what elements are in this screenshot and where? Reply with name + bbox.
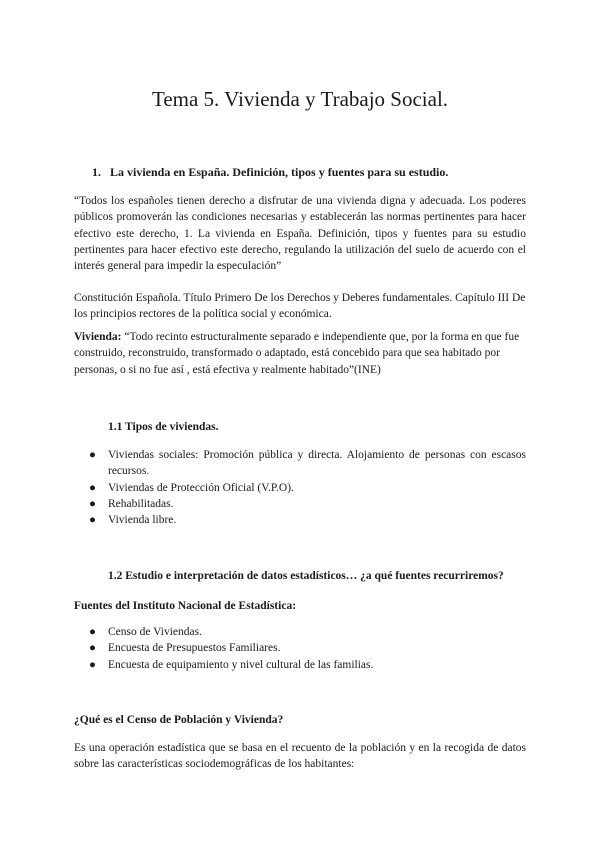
ine-sources-heading: Fuentes del Instituto Nacional de Estadística: xyxy=(74,600,297,612)
definition-text: “Todo recinto estructuralmente separado e independiente que, por la forma en que fue construido, reconstruido, transformado o adaptado, está concebido para que sea habitado por personas, o si no fue así , está efectiva y realmente habitado”(INE) xyxy=(74,331,520,376)
list-item: ● Viviendas sociales: Promoción pública y directa. Alojamiento de personas con escasos recursos. xyxy=(89,449,526,478)
vivienda-definition xyxy=(74,329,526,378)
bullet-icon: ● xyxy=(89,481,96,494)
subsection-heading-1-2: 1.2 Estudio e interpretación de datos estadísticos… ¿a qué fuentes recurriremos? xyxy=(108,570,504,582)
section-number: 1. xyxy=(92,165,101,179)
list-item: ● Rehabilitadas. xyxy=(74,496,526,512)
list-item: ● Encuesta de equipamiento y nivel cultural de las familias. xyxy=(74,657,526,673)
ine-sources-list xyxy=(74,624,526,673)
bullet-icon: ● xyxy=(89,626,96,638)
quote-paragraph: “Todos los españoles tienen derecho a disfrutar de una vivienda digna y adecuada. Los poderes públicos promoverán las condiciones necesarias y establecerán las normas pertinentes para hacer efectivo este derecho, 1. La vivienda en España. Definición, tipos y fuentes para su estudio pertinentes para hacer efectivo este derecho, regulando la utilización del suelo de acuerdo con el interés general para impedir la especulación” xyxy=(74,195,526,273)
definition-term: Vivienda: xyxy=(74,331,122,343)
bullet-icon: ● xyxy=(89,514,96,527)
section-heading-1 xyxy=(92,164,448,180)
housing-types-list xyxy=(74,447,526,528)
section-heading-text: La vivienda en España. Definición, tipos y fuentes para su estudio. xyxy=(110,165,449,179)
subsection-heading-1-1: 1.1 Tipos de viviendas. xyxy=(108,421,219,433)
bullet-icon: ● xyxy=(89,658,96,671)
page-title: Tema 5. Vivienda y Trabajo Social. xyxy=(151,87,449,111)
bullet-icon: ● xyxy=(89,497,96,510)
censo-heading: ¿Qué es el Censo de Población y Vivienda? xyxy=(74,714,284,726)
list-item: ● Encuesta de Presupuestos Familiares. xyxy=(74,640,526,656)
list-item: ● Viviendas de Protección Oficial (V.P.O). xyxy=(74,480,526,496)
censo-paragraph: Es una operación estadística que se basa en el recuento de la población y en la recogida de datos sobre las características sociodemográficas de los habitantes: xyxy=(74,742,526,771)
list-item: ● Censo de Viviendas. xyxy=(74,624,526,640)
bullet-icon: ● xyxy=(89,449,96,461)
constitution-paragraph: Constitución Española. Título Primero De los Derechos y Deberes fundamentales. Capítulo III De los principios rectores de la política social y económica. xyxy=(74,292,526,321)
bullet-icon: ● xyxy=(89,642,96,655)
list-item: ● Vivienda libre. xyxy=(74,512,526,528)
